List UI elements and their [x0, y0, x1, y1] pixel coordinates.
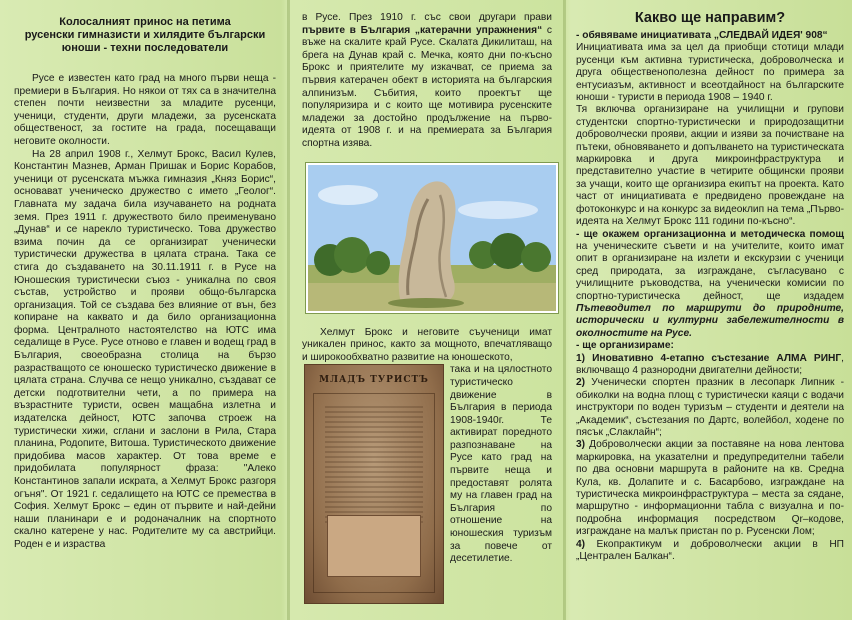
support-text: на ученическите съвети и на учителите, които имат опит в организиране на излети и екскурзии с ученици сред природата, за изграждане, съгласувано с училищните ръководства, на ученически комисии по спортно-туристическа дейност, ще издадем [576, 240, 844, 302]
history-paragraph-1: Русе е известен като град на много първи неща - премиери в България. Но някои от тях са в значителна степен почти неизвестни за младите русенци, ученици, студенти, други младежи, за русенската общественост, за гостите на града, посещаващи неговите околности. [14, 73, 276, 147]
history-heading [14, 16, 276, 55]
plan-item-2 [576, 377, 844, 439]
rock-photo [306, 163, 558, 313]
plan-paragraph-1: Инициативата има за цел да приобщи стотици млади русенци към активна туристическа, доброволческа и друга общественополезна дейност по примера за ентусиазъм, активност и всеотдайност на българските юноши - туристи в периода 1908 – 1940 г. [576, 42, 844, 104]
side-paragraph: така и на цялостното туристическо движение в България в периода 1908-1940г. Те активират поредното разпознаване на Русе като град на първите неща и предоставят ролята му на главен град на България по отношение на юношеския туризъм за повече от десетилетие. [450, 364, 552, 565]
item-highlight: АЛМА РИНГ [776, 352, 842, 364]
item-text: Доброволчески акции за поставяне на нова лентова маркировка, на указателни и предупредителни табели по два основни маршрута в районите на кв. Средна Кула, кв. Долапите и с. Басарбово, изграждане на туристическа микроинфраструктура – места за сядане, маршрутно - информационни табла с визуална и по-подробна информация посредством Qr–кодове, изграждане на малък пристан по р. Русенски Лом; [576, 439, 844, 538]
organize-label: - ще организираме: [576, 340, 674, 352]
plan-item-1 [576, 353, 844, 378]
heading-line: Колосалният принос на петима [59, 16, 231, 28]
column-history [0, 0, 286, 620]
heading-line: русенски гимназисти и хилядите български [24, 29, 266, 41]
item-text: 1) Иновативно 4-етапно състезание [576, 352, 777, 364]
history-paragraph-2: На 28 април 1908 г., Хелмут Брокс, Васил Кулев, Константин Мазнев, Арман Пришак и Борис Корабов, ученици от русенската мъжка гимназия „Княз Борис“, основават ученическо дружество с името „Геолог“. Главната му задача била изучаването на родната земя. През 1911 г. дружеството било преименувано „Дунав“ и се нарекло туристическо. Това дружество взима почин да се организират ученически туристически дружества в цялата страна. Така се стига до създаването на 30.11.1911 г. в Русе на Юношеския туристически съюз - уникална по своя състав, устройство и прояви общо-българска организация. Той се създава без влияние от вън, без копиране на каквато и да било организационна форма. Централното настоятелство на ЮТС има седалище в Русе. Русе отново е главен и водещ град в България, своеобразна столица на бързо разрастващото се юношеско туристическо движение в цялата страна. Случва се нещо уникално, създават се детски подготвителни чети, а по примера на възрастните туристи, освен мащабна излетна и издателска дейност, ЮТС започва строеж на туристически хижи, сглани и заслони в Рила, Стара планина, Родопите, Витоша. Туристическото движение придобива масов характер. От това време е придобилата популярност фраза: "Алеко Константинов запали искрата, а Хелмут Брокс разгоря огъня". От 1921 г. седалището на ЮТС се премества в София. Хелмут Брокс – един от първите и най-дейни наши планинари е и родоначалник на спортното скално катерене у нас. Родителите му са австрийци. Роден е и израства [14, 148, 276, 550]
plan-item-3 [576, 439, 844, 538]
book-and-text [302, 364, 552, 604]
column-climbing [290, 0, 562, 620]
item-text: , включващо 4 разнородни двигателни дейности; [576, 352, 844, 376]
plan-title: Какво ще направим? [634, 10, 786, 26]
book-title: МЛАДЪ ТУРИСТЪ [319, 375, 429, 386]
plan-item-4 [576, 539, 844, 564]
item-number: 3) [576, 439, 586, 451]
climbing-paragraph [302, 12, 552, 151]
climbing-text-2: с въже на скалите край Русе. Скалата Дикилиташ, на брега на Дунав край с. Мечка, която дни по-късно Брокс и приятелите му изкачват, се приема за първия катерачен обект в историята на българския алпинизъм. Събития, които проектът ще популяризира и с които ще мотивира русенските младежи за достойно продължение на първо-идеята от 1908 г. и на премиерата за България спортна изява. [302, 24, 552, 149]
item-number: 4) [576, 538, 586, 550]
support-lead: - ще окажем организационна и методическа помощ [576, 228, 844, 240]
column-plan [566, 0, 852, 620]
climbing-text-1: в Русе. През 1910 г. със свои другари прави [302, 12, 552, 23]
item-number: 2) [576, 377, 586, 389]
side-text-block [450, 364, 552, 604]
plan-paragraph-3 [576, 229, 844, 341]
rock-illustration [308, 165, 556, 311]
item-text: Ученически спортен празник в лесопарк Липник - обиколки на водна площ с туристически каяци с водачи инструктори по воден туризъм – студенти и деятели на „Академик“, състезания по Дартс, волейбол, ходене по пясък „Слаклайн“; [576, 377, 844, 438]
guidebook-title: Пътеводител по маршрути до природните, исторически и културни забележителности в околностите на Русе. [576, 302, 844, 339]
book-cover-image [304, 364, 444, 604]
initiative-announcement: - обявяваме инициативата „СЛЕДВАЙ ИДЕЯ' 908“ [576, 30, 828, 41]
item-text: Екопрактикум и доброволчески акции в НП „Централен Балкан“. [576, 538, 844, 563]
heading-line: юноши - техни последователи [61, 42, 229, 54]
plan-paragraph-2: Тя включва организиране на училищни и групови студентски спортно-туристически и природозащитни доброволчески прояви, акции и изяви за почистване на пътеки, обновяването и допълването на туристическата маркировка и друга микроинфраструктура и представително участие в четирите общински прояви за учащи, които ще организира екипът на проекта. Като част от инициативата е предвидено провеждане на фотоконкурс и на конкурс за видеоклип на тема „Първо-идеята на Хелмут Брокс 111 години по-късно“. [576, 104, 844, 228]
climbing-text-bold: първите в България „катерачни упражнения“ [302, 24, 543, 36]
contribution-paragraph: Хелмут Брокс и неговите съученици имат уникален принос, както за мощното, впечатляващо и широкообхватно развитие на юношеското, [302, 326, 552, 363]
